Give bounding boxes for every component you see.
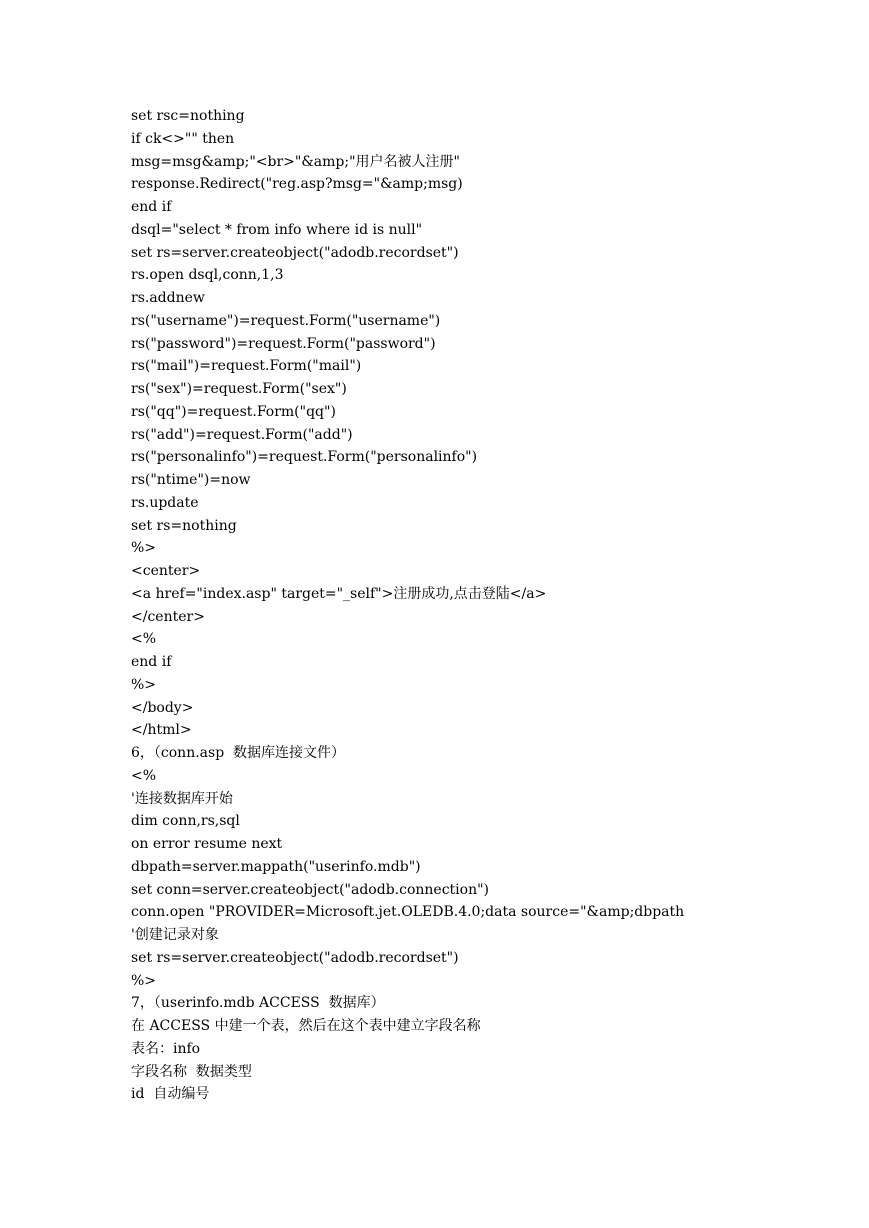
text-line: set rs=server.createobject("adodb.recordset")	[131, 949, 459, 966]
text-line: 在 ACCESS 中建一个表，然后在这个表中建立字段名称	[131, 1018, 481, 1034]
text-line: if ck<>"" then	[131, 130, 235, 147]
text-line: end if	[131, 654, 172, 670]
text-line: '创建记录对象	[131, 927, 219, 943]
text-line: %>	[131, 972, 157, 989]
text-line: rs.update	[131, 494, 199, 511]
section-heading: 6，（conn.asp 数据库连接文件）	[131, 745, 346, 761]
text-line: 表名：info	[131, 1040, 201, 1057]
text-line: </html>	[131, 722, 192, 739]
text-line: rs("sex")=request.Form("sex")	[131, 381, 347, 397]
text-line: msg=msg&amp;"<br>"&amp;"用户名被人注册"	[131, 153, 460, 170]
text-line: rs("qq")=request.Form("qq")	[131, 403, 336, 420]
text-line: end if	[131, 199, 172, 215]
text-line: </body>	[131, 699, 194, 716]
text-line: rs("personalinfo")=request.Form("personalinfo")	[131, 449, 478, 466]
text-line: rs.addnew	[131, 290, 205, 306]
text-line: rs("ntime")=now	[131, 472, 251, 488]
text-line: %>	[131, 540, 157, 557]
text-line: response.Redirect("reg.asp?msg="&amp;msg)	[131, 176, 463, 193]
text-line: rs("username")=request.Form("username")	[131, 312, 441, 329]
text-line: <center>	[131, 563, 201, 579]
text-line: set rs=nothing	[131, 517, 237, 534]
text-line: %>	[131, 676, 157, 693]
text-line: <%	[131, 767, 157, 784]
text-line: rs("add")=request.Form("add")	[131, 426, 353, 443]
text-line: rs("password")=request.Form("password")	[131, 335, 436, 352]
text-line: rs("mail")=request.Form("mail")	[131, 358, 362, 375]
text-line: conn.open "PROVIDER=Microsoft.jet.OLEDB.4.0;data source="&amp;dbpath	[131, 904, 685, 921]
text-line: '连接数据库开始	[131, 790, 233, 807]
text-line: on error resume next	[131, 836, 283, 852]
text-line: dsql="select * from info where id is null"	[131, 221, 423, 238]
text-line: rs.open dsql,conn,1,3	[131, 267, 284, 284]
text-line: set conn=server.createobject("adodb.connection")	[131, 881, 489, 898]
text-line: <a href="index.asp" target="_self">注册成功,点击登陆</a>	[131, 585, 547, 602]
text-line: dim conn,rs,sql	[131, 813, 240, 830]
text-line: <%	[131, 631, 157, 648]
text-line: set rsc=nothing	[131, 108, 245, 124]
text-line: id 自动编号	[131, 1086, 210, 1103]
code-listing	[131, 105, 831, 1106]
section-heading: 7，（userinfo.mdb ACCESS 数据库）	[131, 995, 385, 1012]
text-line: dbpath=server.mappath("userinfo.mdb")	[131, 858, 421, 875]
text-line: set rs=server.createobject("adodb.recordset")	[131, 244, 459, 261]
text-line: </center>	[131, 608, 205, 625]
text-line: 字段名称 数据类型	[131, 1063, 252, 1080]
